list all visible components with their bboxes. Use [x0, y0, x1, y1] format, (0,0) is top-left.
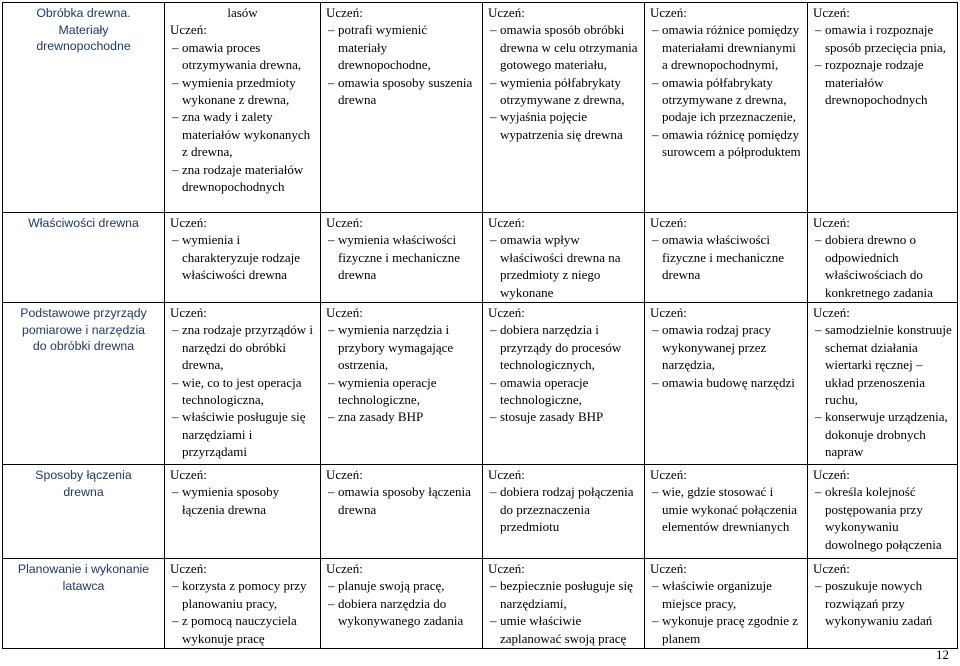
student-label: Uczeń:	[650, 215, 687, 230]
table-row	[3, 465, 958, 559]
requirement-text: rozpoznaje rodzaje materiałów drewnopochodnych	[825, 57, 928, 108]
dash-bullet-icon: –	[490, 322, 497, 338]
requirement-text: omawia i rozpoznaje sposób przecięcia pnia,	[825, 22, 946, 55]
requirement-cell-c1	[165, 465, 321, 559]
student-label: Uczeń:	[170, 22, 207, 38]
requirement-item	[170, 483, 315, 518]
requirement-cell-c2	[321, 559, 483, 649]
requirement-item	[650, 577, 802, 612]
page-number: 12	[936, 647, 949, 662]
requirement-item	[170, 108, 315, 160]
requirement-text: wymienia przedmioty wykonane z drewna,	[182, 74, 296, 108]
requirement-cell-c3	[483, 213, 645, 303]
dash-bullet-icon: –	[172, 409, 179, 425]
requirement-text: omawia proces otrzymywania drewna,	[182, 39, 302, 73]
requirement-item	[326, 21, 477, 73]
student-label: Uczeń:	[488, 305, 525, 321]
topic-line: Materiały	[58, 22, 109, 37]
requirement-text: planuje swoją pracę,	[338, 578, 445, 594]
requirement-text: omawia właściwości fizyczne i mechaniczne drewna	[662, 232, 784, 283]
dash-bullet-icon: –	[172, 484, 179, 500]
student-label: Uczeń:	[813, 305, 850, 321]
requirement-cell-c3	[483, 559, 645, 649]
student-label: Uczeń:	[326, 561, 363, 577]
dash-bullet-icon: –	[328, 232, 335, 248]
requirement-text: omawia różnice pomiędzy materiałami drewnianymi a drewnopochodnymi,	[662, 22, 800, 73]
requirement-item	[488, 408, 639, 425]
dash-bullet-icon: –	[328, 22, 335, 38]
requirement-cell-c3	[483, 465, 645, 559]
requirement-text: omawia półfabrykaty otrzymywane z drewna, podaje ich przeznaczenie,	[662, 74, 796, 125]
requirement-item	[813, 408, 952, 460]
student-label: Uczeń:	[326, 467, 363, 483]
dash-bullet-icon: –	[652, 126, 659, 142]
requirement-item	[488, 21, 639, 73]
requirement-cell-c2	[321, 3, 483, 213]
requirement-text: zna rodzaje materiałów drewnopochodnych	[182, 161, 304, 195]
dash-bullet-icon: –	[490, 232, 497, 248]
dash-bullet-icon: –	[815, 322, 822, 338]
dash-bullet-icon: –	[172, 161, 179, 177]
requirement-cell-c4	[645, 559, 808, 649]
requirements-table	[2, 2, 958, 649]
dash-bullet-icon: –	[490, 613, 497, 629]
student-label: Uczeń:	[170, 215, 207, 230]
requirement-text: wymienia sposoby łączenia drewna	[182, 484, 280, 517]
requirement-text: wie, co to jest operacja technologiczna,	[182, 374, 302, 408]
dash-bullet-icon: –	[490, 74, 497, 90]
requirement-text: właściwie posługuje się narzędziami i przyrządami	[182, 409, 306, 460]
dash-bullet-icon: –	[172, 322, 179, 338]
requirement-text: dobiera rodzaj połączenia do przeznaczenia przedmiotu	[500, 484, 634, 535]
requirement-item	[170, 39, 315, 74]
student-label: Uczeń:	[326, 5, 363, 20]
dash-bullet-icon: –	[815, 57, 822, 73]
topic-line: drewnopochodne	[36, 39, 131, 54]
dash-bullet-icon: –	[172, 74, 179, 90]
requirement-item	[326, 483, 477, 518]
requirement-text: samodzielnie konstruuje schemat działania wiertarki ręcznej – układ przenoszenia ruchu,	[825, 322, 952, 408]
requirement-cell-c2	[321, 213, 483, 303]
requirement-cell-c5	[808, 3, 958, 213]
requirement-cell-c1	[165, 559, 321, 649]
dash-bullet-icon: –	[328, 484, 335, 500]
requirement-item	[488, 612, 639, 647]
requirement-text: zna wady i zalety materiałów wykonanych z drewna,	[182, 109, 311, 160]
topic-line: Podstawowe przyrządy	[20, 306, 147, 321]
student-label: Uczeń:	[650, 467, 687, 483]
requirement-text: bezpiecznie posługuje się narzędziami,	[500, 578, 633, 611]
requirement-cell-c3	[483, 3, 645, 213]
requirement-item	[650, 321, 802, 373]
requirement-item	[170, 374, 315, 409]
requirement-text: wie, gdzie stosować i umie wykonać połączenia elementów drewnianych	[662, 484, 797, 535]
dash-bullet-icon: –	[172, 578, 179, 594]
requirement-cell-c4	[645, 3, 808, 213]
dash-bullet-icon: –	[328, 322, 335, 338]
requirement-item	[488, 374, 639, 409]
student-label: Uczeń:	[650, 305, 687, 321]
requirement-cell-c2	[321, 303, 483, 465]
requirement-text: wymienia właściwości fizyczne i mechaniczne drewna	[338, 232, 460, 283]
requirement-item	[813, 56, 952, 108]
student-label: Uczeń:	[813, 215, 850, 230]
dash-bullet-icon: –	[490, 484, 497, 500]
student-label: Uczeń:	[170, 305, 207, 321]
requirement-text: omawia rodzaj pracy wykonywanej przez narzędzia,	[662, 322, 772, 373]
requirement-item	[650, 483, 802, 535]
topic-line: Planowanie i wykonanie	[17, 562, 150, 577]
dash-bullet-icon: –	[652, 578, 659, 594]
requirement-cell-c2	[321, 465, 483, 559]
topic-line: Sposoby łączenia	[35, 468, 132, 483]
requirement-text: z pomocą nauczyciela wykonuje pracę	[182, 613, 297, 646]
student-label: Uczeń:	[326, 305, 363, 321]
requirement-item	[650, 21, 802, 73]
dash-bullet-icon: –	[815, 484, 822, 500]
student-label: Uczeń:	[170, 561, 207, 577]
topic-cell	[3, 3, 165, 213]
continuation-text: lasów	[227, 5, 258, 20]
requirement-text: wyjaśnia pojęcie wypatrzenia się drewna	[500, 109, 623, 142]
requirement-cell-c4	[645, 213, 808, 303]
dash-bullet-icon: –	[815, 578, 822, 594]
dash-bullet-icon: –	[490, 374, 497, 390]
requirement-item	[170, 612, 315, 647]
student-label: Uczeń:	[488, 5, 525, 20]
student-label: Uczeń:	[813, 5, 850, 20]
requirement-text: potrafi wymienić materiały drewnopochodne,	[338, 22, 431, 73]
requirement-item	[326, 374, 477, 409]
requirement-item	[170, 321, 315, 373]
topic-line: do obróbki drewna	[32, 339, 135, 354]
requirement-text: poszukuje nowych rozwiązań przy wykonywaniu zadań	[825, 578, 933, 629]
student-label: Uczeń:	[488, 467, 525, 483]
topic-cell	[3, 559, 165, 649]
requirement-text: dobiera drewno o odpowiednich właściwościach do konkretnego zadania	[825, 232, 933, 300]
dash-bullet-icon: –	[815, 409, 822, 425]
dash-bullet-icon: –	[652, 74, 659, 90]
dash-bullet-icon: –	[172, 109, 179, 125]
requirement-cell-c5	[808, 213, 958, 303]
requirement-text: omawia sposób obróbki drewna w celu otrzymania gotowego materiału,	[500, 22, 638, 73]
requirement-text: konserwuje urządzenia, dokonuje drobnych napraw	[825, 409, 948, 460]
requirement-item	[326, 74, 477, 109]
requirement-item	[488, 231, 639, 301]
student-label: Uczeń:	[650, 561, 687, 577]
requirement-text: omawia różnicę pomiędzy surowcem a półproduktem	[662, 126, 801, 160]
requirement-text: wymienia i charakteryzuje rodzaje właściwości drewna	[182, 232, 301, 283]
requirement-text: umie właściwie zaplanować swoją pracę	[500, 613, 627, 646]
table-body	[3, 3, 958, 649]
requirement-text: korzysta z pomocy przy planowaniu pracy,	[182, 578, 307, 611]
table-row	[3, 213, 958, 303]
table-row	[3, 303, 958, 465]
dash-bullet-icon: –	[328, 74, 335, 90]
dash-bullet-icon: –	[815, 232, 822, 248]
requirement-item	[650, 612, 802, 647]
student-label: Uczeń:	[170, 467, 207, 483]
dash-bullet-icon: –	[652, 613, 659, 629]
requirement-item	[650, 126, 802, 161]
topic-line: Właściwości drewna	[28, 216, 139, 230]
requirement-cell-c1	[165, 303, 321, 465]
requirement-item	[326, 321, 477, 373]
requirement-item	[170, 231, 315, 283]
dash-bullet-icon: –	[490, 578, 497, 594]
dash-bullet-icon: –	[815, 22, 822, 38]
student-label: Uczeń:	[650, 5, 687, 20]
student-label: Uczeń:	[813, 467, 850, 483]
dash-bullet-icon: –	[172, 613, 179, 629]
dash-bullet-icon: –	[490, 22, 497, 38]
dash-bullet-icon: –	[652, 22, 659, 38]
requirement-item	[813, 577, 952, 629]
topic-line: latawca	[62, 578, 105, 593]
requirement-cell-c3	[483, 303, 645, 465]
dash-bullet-icon: –	[490, 409, 497, 425]
requirement-item	[170, 577, 315, 612]
dash-bullet-icon: –	[172, 232, 179, 248]
requirement-item	[326, 408, 477, 425]
requirement-cell-c1	[165, 213, 321, 303]
requirement-item	[813, 231, 952, 301]
requirement-item	[813, 21, 952, 56]
topic-line: drewna	[63, 484, 104, 499]
dash-bullet-icon: –	[328, 409, 335, 425]
requirement-item	[170, 408, 315, 460]
requirement-item	[170, 161, 315, 196]
student-label: Uczeń:	[326, 215, 363, 230]
requirement-item	[650, 231, 802, 283]
topic-cell	[3, 465, 165, 559]
table-row	[3, 3, 958, 213]
requirement-item	[488, 108, 639, 143]
requirement-text: zna zasady BHP	[338, 409, 424, 425]
requirement-cell-c4	[645, 465, 808, 559]
dash-bullet-icon: –	[172, 39, 179, 55]
requirement-item	[813, 483, 952, 553]
requirement-text: zna rodzaje przyrządów i narzędzi do obróbki drewna,	[182, 322, 314, 373]
dash-bullet-icon: –	[328, 578, 335, 594]
requirement-text: wymienia półfabrykaty otrzymywane z drewna,	[500, 74, 625, 108]
topic-cell	[3, 213, 165, 303]
dash-bullet-icon: –	[652, 232, 659, 248]
topic-line: pomiarowe i narzędzia	[21, 322, 146, 337]
dash-bullet-icon: –	[328, 595, 335, 611]
requirement-item	[488, 577, 639, 612]
requirement-text: stosuje zasady BHP	[500, 409, 604, 425]
dash-bullet-icon: –	[328, 374, 335, 390]
dash-bullet-icon: –	[652, 322, 659, 338]
requirement-text: wykonuje pracę zgodnie z planem	[662, 613, 799, 646]
requirement-item	[813, 321, 952, 408]
requirement-item	[326, 231, 477, 283]
requirement-text: dobiera narzędzia i przyrządy do procesów technologicznych,	[500, 322, 622, 373]
requirement-cell-c1	[165, 3, 321, 213]
topic-line: Obróbka drewna.	[36, 6, 131, 20]
requirement-cell-c4	[645, 303, 808, 465]
requirement-item	[488, 321, 639, 373]
dash-bullet-icon: –	[652, 484, 659, 500]
requirement-text: określa kolejność postępowania przy wykonywaniu dowolnego połączenia	[825, 484, 942, 552]
dash-bullet-icon: –	[490, 109, 497, 125]
student-label: Uczeń:	[488, 561, 525, 577]
requirement-item	[488, 483, 639, 535]
requirement-text: omawia sposoby suszenia drewna	[338, 74, 473, 108]
table-row	[3, 559, 958, 649]
requirement-item	[170, 74, 315, 109]
requirement-item	[650, 374, 802, 391]
requirement-cell-c5	[808, 465, 958, 559]
requirement-item	[488, 74, 639, 109]
requirement-text: omawia operacje technologiczne,	[500, 374, 589, 408]
requirement-text: wymienia narzędzia i przybory wymagające ostrzenia,	[338, 322, 454, 373]
requirement-text: omawia wpływ właściwości drewna na przedmioty z niego wykonane	[500, 232, 621, 300]
dash-bullet-icon: –	[172, 374, 179, 390]
requirement-item	[326, 595, 477, 630]
student-label: Uczeń:	[813, 561, 850, 577]
requirement-cell-c5	[808, 303, 958, 465]
requirement-text: omawia sposoby łączenia drewna	[338, 484, 471, 517]
requirement-text: dobiera narzędzia do wykonywanego zadania	[338, 595, 464, 629]
student-label: Uczeń:	[488, 215, 525, 230]
requirement-item	[650, 74, 802, 126]
topic-cell	[3, 303, 165, 465]
requirement-text: właściwie organizuje miejsce pracy,	[662, 578, 772, 611]
requirement-item	[326, 577, 477, 594]
requirement-cell-c5	[808, 559, 958, 649]
requirement-text: wymienia operacje technologiczne,	[338, 374, 437, 408]
dash-bullet-icon: –	[652, 374, 659, 390]
requirement-text: omawia budowę narzędzi	[662, 374, 795, 390]
